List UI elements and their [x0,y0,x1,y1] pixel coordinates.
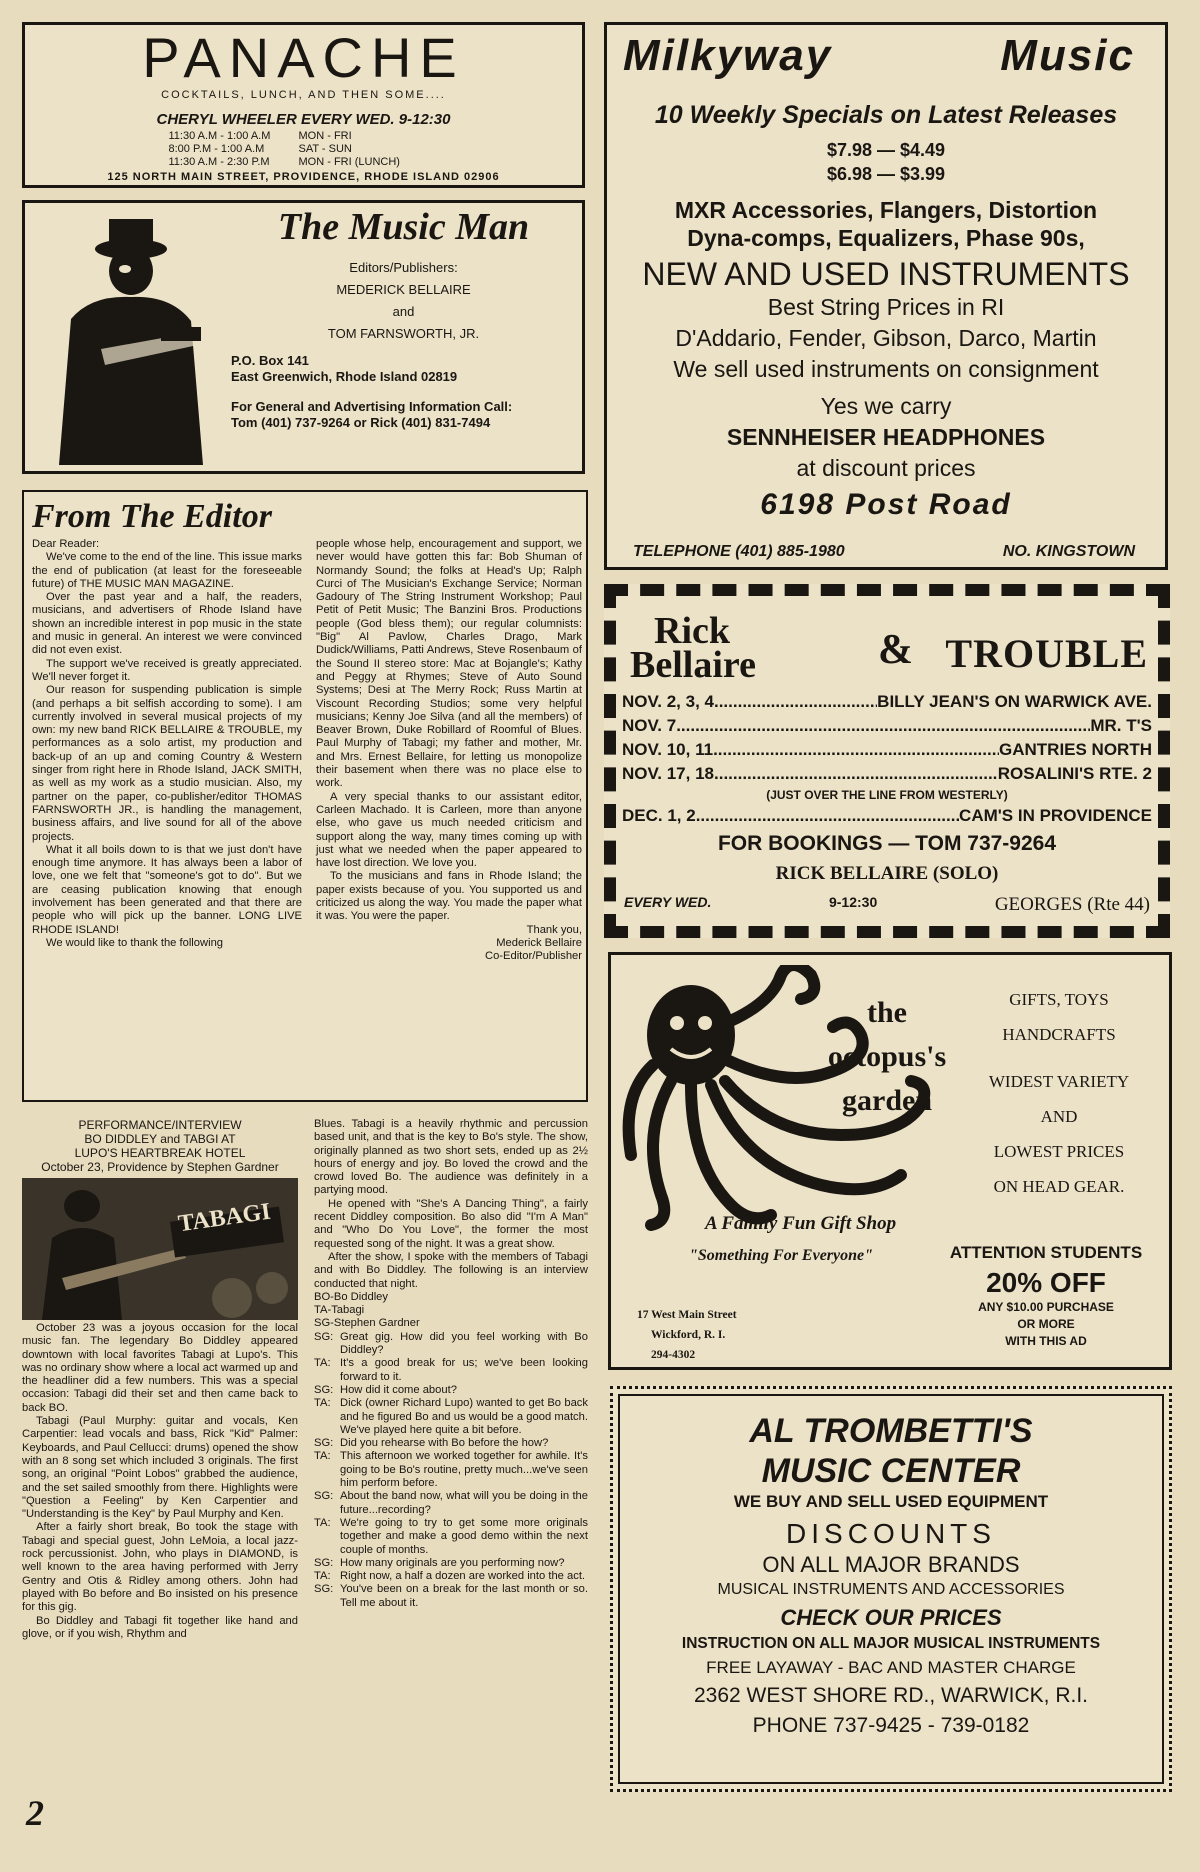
discount: 20% OFF [986,1267,1106,1298]
trombetti-line: MUSIC CENTER [761,1452,1021,1490]
editor-paragraph: A very special thanks to our assistant editor, Carleen Machado. It is Carleen, more than anyone else, who gave us much needed criticism and support along the way, many times coming up with just what we needed when the paper appeared to have lost direction. We love you. [316,790,582,870]
octopus-name-line: garden [842,1084,932,1117]
editor-left-column [32,538,302,950]
concert-photo [22,1178,298,1320]
perf-paragraph: Tabagi (Paul Murphy: guitar and vocals, Ken Carpentier: lead vocals and bass, Rick "Kid" Palmer: Keyboards, and Paul Cellucci: drums) opened the show with an 8 song set which included 3 originals. The first song, an original "Point Lobos" grabbed the audience, and the set sailed smoothly from there. Highlights were "Question a Feeling" by Ken Carpentier and "Understanding is the Key" by Paul Murphy and Ken. [22,1415,298,1521]
panache-hours [169,130,439,169]
telephone: TELEPHONE (401) 885-1980 [633,543,845,560]
qa-speaker: TA: [314,1516,331,1529]
editor-signature [316,924,582,964]
editors-and: and [392,304,415,319]
qa-row [314,1384,588,1397]
qa-row [314,1583,588,1610]
gig-date: DEC. 1, 2 [622,806,696,825]
trombetti-ad [610,1386,1172,1792]
perf-header-line: PERFORMANCE/INTERVIEW [78,1118,242,1132]
octopus-name [807,991,967,1123]
perf-paragraph: Blues. Tabagi is a heavily rhythmic and percussion based unit, and that is the key to Bo's style. The show, originally planned as two short sets, ended up as 2½ hours of energy and joy. Bo loved the crowd and the crowd loved Bo. The audience was definitely in a partying mood. [314,1118,588,1197]
qa-text: Did you rehearse with Bo before the how? [340,1437,549,1450]
contact-block [231,399,576,431]
every-wed: EVERY WED. [624,894,712,910]
town: NO. KINGSTOWN [1002,543,1135,560]
qa-text: Dick (owner Richard Lupo) wanted to get Bo back and he figured Bo and us would be a good match. We've played here quite a bit before. [340,1397,588,1436]
gig-dates [622,690,1152,886]
gift-line: GIFTS, TOYS [1009,990,1109,1009]
trombetti-line: FREE LAYAWAY - BAC AND MASTER CHARGE [706,1658,1076,1677]
qa-speaker: SG: [314,1490,334,1503]
signer-title: Co-Editor/Publisher [484,950,582,963]
performance-article [22,1118,588,1798]
qa-speaker: TA: [314,1357,331,1370]
qa-speaker: SG: [314,1556,334,1569]
milkyway-music-ad [604,22,1168,570]
panache-feature: CHERYL WHEELER EVERY WED. 9-12:30 [156,111,451,128]
qa-row [314,1490,588,1517]
offer-terms: ANY $10.00 PURCHASE [978,1300,1114,1314]
editor-letter [22,490,588,1102]
qa-text: It's a good break for us; we've been looking forward to it. [340,1357,588,1383]
octopus-garden-ad [608,952,1172,1370]
discount-line: at discount prices [796,455,976,481]
qa-row [314,1357,588,1384]
qa-row [314,1570,588,1583]
hours-time: 11:30 A.M - 1:00 A.M [168,130,271,142]
gig-date: NOV. 2, 3, 4 [622,692,714,711]
gig-venue: CAM'S IN PROVIDENCE [959,806,1152,825]
editor-paragraph: Over the past year and a half, the readers, musicians, and advertisers of Rhode Island have shown an incredible interest in pop music in the state and music in general. An interest we were convinced did not even exist. [32,591,302,657]
price: $6.98 — $3.99 [826,164,946,184]
gig-row [622,804,1152,828]
qa-row [314,1450,588,1490]
perf-paragraph: After a fairly short break, Bo took the stage with Tabagi and special guest, John LeMoia, a local jazz-rock percussionist. John, who plays in DIAMOND, is well known to the area having performed with Jerry Gentry and Otis & Ridley among others. John had played with Bo before and Bo insisted on his presence for this gig. [22,1521,298,1614]
headphones-line: SENNHEISER HEADPHONES [726,424,1046,450]
legend-item: BO-Bo Diddley [314,1290,388,1303]
editor-paragraph: We've come to the end of the line. This issue marks the end of publication (at least for the foreseeable future) of THE MUSIC MAN MAGAZINE. [32,551,302,590]
editor-right-column [316,538,582,964]
gig-row [622,714,1152,738]
octopus-name-line: octopus's [827,1040,947,1073]
octopus-address [637,1305,737,1365]
trombetti-line: INSTRUCTION ON ALL MAJOR MUSICAL INSTRUMENTS [681,1635,1101,1652]
gig-venue: BILLY JEAN'S ON WARWICK AVE. [877,692,1152,711]
road-address: 6198 Post Road [760,488,1012,521]
qa-row [314,1517,588,1557]
trombetti-line: CHECK OUR PRICES [780,1605,1002,1630]
accessories-line: Dyna-comps, Equalizers, Phase 90s, [687,225,1085,251]
trombetti-line: 2362 WEST SHORE RD., WARWICK, R.I. [693,1684,1089,1707]
qa-speaker: SG: [314,1330,334,1343]
guitarist-illustration [31,209,219,465]
ampersand: & [878,627,913,673]
editors-block [231,257,576,345]
interview-legend [314,1291,588,1331]
gig-note: (JUST OVER THE LINE FROM WESTERLY) [766,788,1008,802]
trombetti-line: DISCOUNTS [786,1518,996,1549]
gift-list [959,985,1159,1207]
accessories [607,196,1165,252]
milkyway-title [607,25,1165,87]
weekly-specials: 10 Weekly Specials on Latest Releases [654,101,1118,129]
weekly-time: 9-12:30 [828,894,878,910]
perf-byline: October 23, Providence by Stephen Gardner [41,1160,279,1174]
gift-line: AND [1040,1107,1078,1126]
editor-paragraph: We would like to thank the following [46,936,224,949]
band-name: TROUBLE [945,631,1148,676]
editors-label: Editors/Publishers: [349,260,458,275]
music-man-info [231,203,576,431]
rick-name [630,610,756,686]
carry-line: Yes we carry [820,393,952,419]
call-numbers: Tom (401) 737-9264 or Rick (401) 831-7494 [231,415,491,430]
qa-speaker: TA: [314,1397,331,1410]
octopus-name-line: the [867,996,907,1029]
qa-row [314,1331,588,1358]
gift-line: WIDEST VARIETY [988,1072,1130,1091]
perf-right-column [314,1118,588,1610]
qa-text: Great gig. How did you feel working with Bo Diddley? [340,1330,588,1357]
perf-paragraph: He opened with "She's A Dancing Thing", a fairly recent Diddley composition. Bo also did "I'm A Man" and "Who Do You Love", the former the most requested song of the night. It was a great show. [314,1197,588,1250]
qa-text: This afternoon we worked together for awhile. It's going to be Bo's routine, pretty much...we've seen him perform before. [340,1450,588,1490]
perf-header-line: LUPO'S HEARTBREAK HOTEL [74,1146,246,1160]
phone: 294-4302 [651,1349,696,1361]
qa-text: How many originals are you performing now? [340,1556,565,1569]
weekly-gig [624,894,1150,916]
tabagi-sign: TABAGI [176,1198,273,1238]
family-slogan: A Family Fun Gift Shop [705,1213,897,1234]
gift-line: HANDCRAFTS [1002,1025,1116,1044]
qa-speaker: SG: [314,1383,334,1396]
music-man-title: The Music Man [277,206,530,248]
signer: Mederick Bellaire [496,936,582,949]
weekly-venue: GEORGES (Rte 44) [994,894,1150,915]
qa-row [314,1397,588,1437]
panache-title: PANACHE [142,26,465,89]
rick-last-name: Bellaire [630,644,756,686]
editor-paragraph: To the musicians and fans in Rhode Island; the paper exists because of you. You supported us and criticized us along the way. You made the paper what it was. You were the paper. [316,870,582,923]
gig-date: NOV. 17, 18 [622,764,714,783]
panache-tagline: COCKTAILS, LUNCH, AND THEN SOME.... [161,89,446,101]
call-label: For General and Advertising Information Call: [231,399,513,414]
hours-days: MON - FRI (LUNCH) [298,156,400,168]
editor-name: TOM FARNSWORTH, JR. [327,326,480,341]
instruments-line: NEW AND USED INSTRUMENTS [642,256,1130,292]
panache-ad [22,22,585,188]
hours-days: SAT - SUN [298,143,352,155]
strings-line: Best String Prices in RI [767,294,1005,320]
editor-paragraph: The support we've received is greatly appreciated. We'll never forget it. [32,657,302,683]
attention: ATTENTION STUDENTS [949,1243,1143,1262]
qa-speaker: TA: [314,1570,331,1583]
city: Wickford, R. I. [651,1329,726,1341]
editor-paragraph: Our reason for suspending publication is simple (and perhaps a bit selfish according to some). I am currently involved in several musical projects of my own: my new band RICK BELLAIRE & TROUBLE, my performances as a solo artist, my production and back-up of an up and coming Country & Western singer from right here in Rhode Island, JACK SMITH, as well as my work as a studio musician. Also, my partner on the paper, co-publisher/editor THOMAS FARNSWORTH JR., is handling the management, business affairs, and live sound for all of the above projects. [32,684,302,843]
editor-title: From The Editor [32,498,272,535]
trombetti-line: PHONE 737-9425 - 739-0182 [752,1714,1030,1737]
legend-item: TA-Tabagi [314,1304,365,1317]
qa-speaker: SG: [314,1437,334,1450]
trombetti-line: WE BUY AND SELL USED EQUIPMENT [733,1492,1049,1511]
gift-line: ON HEAD GEAR. [993,1177,1125,1196]
editor-paragraph: What it all boils down to is that we just don't have enough time anymore. It has always been a labor of love, one we felt that "someone's got to do". But we are ceasing publication knowing that enough involvement has been generated and that there are people who will pick up the banner. LONG LIVE RHODE ISLAND! [32,843,302,936]
price: $7.98 — $4.49 [826,140,946,160]
qa-text: How did it come about? [340,1383,457,1396]
offer-terms: WITH THIS AD [1005,1334,1087,1348]
trombetti-line: MUSICAL INSTRUMENTS AND ACCESSORIES [717,1581,1065,1598]
qa-text: You've been on a break for the last month or so. Tell me about it. [340,1583,588,1609]
qa-row [314,1557,588,1570]
milkyway-title-right: Music [1000,31,1135,80]
legend-item: SG-Stephen Gardner [314,1317,420,1330]
qa-text: We're going to try to get some more originals together and make a good demo within the next couple of months. [340,1516,588,1556]
interview-qa [314,1331,588,1610]
gig-date: NOV. 7 [622,716,677,735]
perf-header-line: BO DIDDLEY and TABGI AT [84,1132,236,1146]
something-slogan: "Something For Everyone" [689,1247,873,1264]
qa-row [314,1437,588,1450]
price-line [607,138,1165,186]
solo-act: RICK BELLAIRE (SOLO) [775,863,999,884]
hours-time: 11:30 A.M - 2:30 P.M [168,156,270,168]
gig-row [622,690,1152,714]
perf-paragraph: Bo Diddley and Tabagi fit together like hand and glove, or if you wish, Rhythm and [22,1614,298,1640]
rick-first-name: Rick [654,610,730,652]
editor-paragraph: people whose help, encouragement and support, we never would have gotten this far: Bob Shuman of Normandy Sound; the folks at Head's Up; Ralph Curci of The Musician's Exchange Service; Norman Gadoury of The String Instrument Workshop; Paul Petit of Petit Music; The Banzini Bros. Productions people (God bless them); our regular columnists: "Big" Al Pavlow, Charles Drago, Mark Dudick/Williams, Patti Andrews, Steve Rosenbaum of the Sound II stereo store: Mac at Bojangle's; Kathy and Peggy at Rhymes; Steve of Auto Sound Systems; Desi at The Merry Rock; Russ Martin at Viscount Recording Studios; some very helpful musicians; Kenny Joe Silva (and all the members) of Beaver Brown, Duke Robillard of Roomful of Blues. Paul Murphy of Tabagi; my father and mother, Mr. and Mrs. Ernest Bellaire, for letting us monopolize their basement when there was no place else to work. [316,538,582,790]
accessories-line: MXR Accessories, Flangers, Distortion [674,197,1098,223]
milkyway-contact [633,543,1135,561]
page-number: 2 [26,1793,44,1833]
offer-terms: OR MORE [1017,1317,1075,1331]
editor-name: MEDERICK BELLAIRE [336,282,471,297]
street: 17 West Main Street [637,1309,737,1321]
student-offer [933,1243,1159,1350]
hours-days: MON - FRI [298,130,352,142]
perf-paragraph: After the show, I spoke with the members of Tabagi and with Bo Diddley. The following is an interview conducted that night. [314,1250,588,1290]
gig-row [622,738,1152,762]
po-box: P.O. Box 141 [231,353,309,368]
gig-venue: GANTRIES NORTH [999,740,1152,759]
hours-time: 8:00 P.M - 1:00 A.M [168,143,265,155]
gig-row [622,762,1152,786]
milkyway-title-left: Milkyway [623,31,833,80]
bookings: FOR BOOKINGS — TOM 737-9264 [717,832,1057,855]
perf-header [22,1118,298,1174]
trombetti-line: AL TROMBETTI'S [749,1412,1033,1450]
qa-speaker: SG: [314,1583,334,1596]
po-box-block [231,353,576,385]
qa-text: About the band now, what will you be doing in the future...recording? [340,1490,588,1516]
gig-venue: ROSALINI'S RTE. 2 [997,764,1152,783]
rick-bellaire-ad [604,584,1170,938]
brands-line: D'Addario, Fender, Gibson, Darco, Martin [675,325,1097,351]
gig-venue: MR. T'S [1090,716,1152,735]
qa-speaker: TA: [314,1450,331,1463]
gift-line: LOWEST PRICES [993,1142,1125,1161]
music-man-masthead [22,200,585,474]
panache-address: 125 NORTH MAIN STREET, PROVIDENCE, RHODE ISLAND 02906 [107,171,500,183]
signoff: Thank you, [526,923,582,936]
editor-paragraph: Dear Reader: [32,538,100,550]
perf-paragraph: October 23 was a joyous occasion for the local music fan. The legendary Bo Diddley appeared downtown with local favorites Tabagi at Lupo's. This was no ordinary show where a local act warmed up and the headliner did a few numbers. This was a special occasion: Tabagi did their set and then came back to back BO. [22,1322,298,1414]
gig-date: NOV. 10, 11 [622,740,714,759]
trombetti-line: ON ALL MAJOR BRANDS [762,1552,1020,1577]
po-city: East Greenwich, Rhode Island 02819 [231,369,458,384]
perf-left-column [22,1118,298,1641]
consignment-line: We sell used instruments on consignment [673,356,1099,382]
qa-text: Right now, a half a dozen are worked into the act. [340,1570,586,1583]
